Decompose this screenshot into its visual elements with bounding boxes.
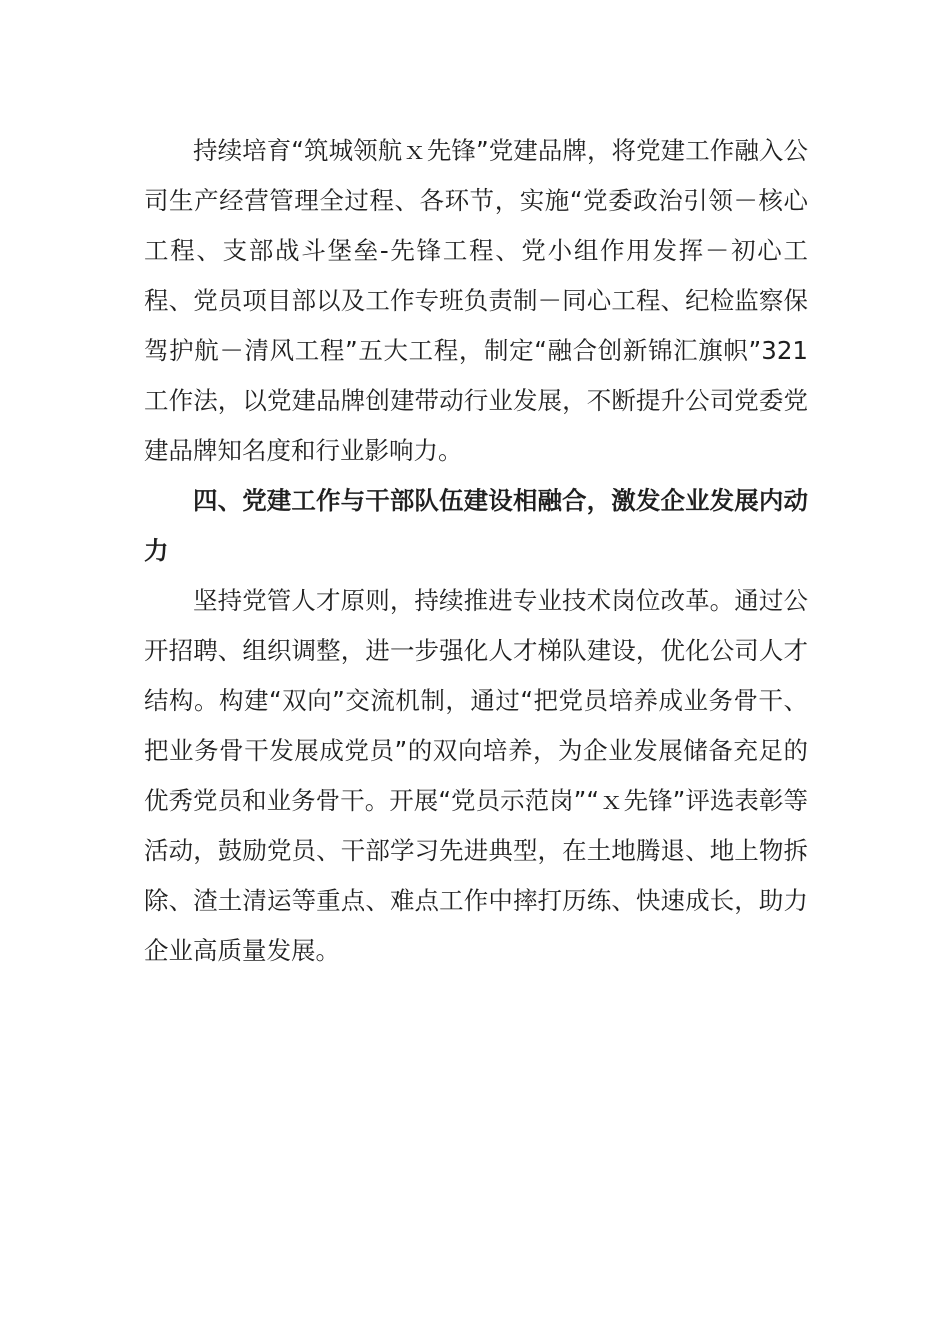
document-body	[144, 126, 808, 976]
section-heading-four: 四、党建工作与干部队伍建设相融合，激发企业发展内动力	[144, 486, 808, 565]
paragraph-talent-building: 坚持党管人才原则，持续推进专业技术岗位改革。通过公开招聘、组织调整，进一步强化人才梯队建设，优化公司人才结构。构建“双向”交流机制，通过“把党员培养成业务骨干、把业务骨干发展成党员”的双向培养，为企业发展储备充足的优秀党员和业务骨干。开展“党员示范岗”“ｘ先锋”评选表彰等活动，鼓励党员、干部学习先进典型，在土地腾退、地上物拆除、渣土清运等重点、难点工作中摔打历练、快速成长，助力企业高质量发展。	[144, 586, 808, 965]
paragraph-party-brand: 持续培育“筑城领航ｘ先锋”党建品牌，将党建工作融入公司生产经营管理全过程、各环节，实施“党委政治引领－核心工程、支部战斗堡垒-先锋工程、党小组作用发挥－初心工程、党员项目部以及工作专班负责制－同心工程、纪检监察保驾护航－清风工程”五大工程，制定“融合创新锦汇旗帜”321工作法，以党建品牌创建带动行业发展，不断提升公司党委党建品牌知名度和行业影响力。	[144, 136, 808, 465]
